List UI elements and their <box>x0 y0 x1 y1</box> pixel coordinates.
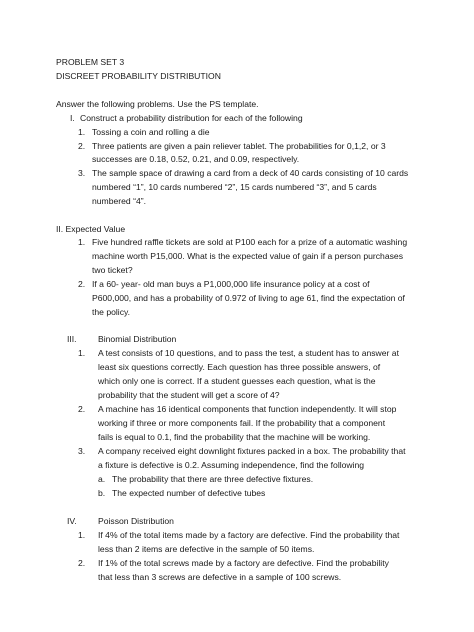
s1-item-2-number: 2. <box>78 141 86 151</box>
s4-item-2-line-2: that less than 3 screws are defective in a sample of 100 screws. <box>98 572 342 582</box>
s2-item-1-line-1: Five hundred raffle tickets are sold at P100 each for a prize of a automatic washing <box>92 237 408 247</box>
s2-item-1-number: 1. <box>78 237 86 247</box>
s1-item-3-number: 3. <box>78 168 86 178</box>
s1-item-3-line-1: The sample space of drawing a card from a deck of 40 cards consisting of 10 cards <box>92 168 409 178</box>
s1-item-3-line-2: numbered “1”, 10 cards numbered “2”, 15 cards numbered “3”, and 5 cards <box>92 182 377 192</box>
s3-item-3-number: 3. <box>78 446 86 456</box>
s3-item-1-line-4: probability that the student will get a score of 4? <box>98 390 280 400</box>
s3-item-1-line-1: A test consists of 10 questions, and to pass the test, a student has to answer at <box>98 348 399 358</box>
s3-subitem-b-letter: b. <box>98 488 106 498</box>
s2-item-1-line-3: two ticket? <box>92 265 133 275</box>
s4-item-1-number: 1. <box>78 530 86 540</box>
section-1-heading: Construct a probability distribution for each of the following <box>80 113 303 123</box>
s3-item-1-line-2: least six questions correctly. Each question has three possible answers, of <box>98 362 381 372</box>
s3-item-1-number: 1. <box>78 348 86 358</box>
section-3-number: III. <box>67 334 77 344</box>
s1-item-1-line-1: Tossing a coin and rolling a die <box>92 127 210 137</box>
instructions: Answer the following problems. Use the PS template. <box>56 99 259 109</box>
s3-item-2-line-1: A machine has 16 identical components that function independently. It will stop <box>98 404 397 414</box>
s2-item-2-line-2: P600,000, and has a probability of 0.972 of living to age 61, find the expectation of <box>92 293 405 303</box>
s1-item-3-line-3: numbered “4”. <box>92 196 146 206</box>
doc-title-line-1: PROBLEM SET 3 <box>56 57 125 67</box>
s3-subitem-b-text: The expected number of defective tubes <box>112 488 266 498</box>
section-3-heading: Binomial Distribution <box>98 334 177 344</box>
s4-item-1-line-1: If 4% of the total items made by a factory are defective. Find the probability that <box>98 530 400 540</box>
s3-item-2-number: 2. <box>78 404 86 414</box>
s3-item-3-line-2: a fixture is defective is 0.2. Assuming independence, find the following <box>98 460 365 470</box>
s1-item-1-number: 1. <box>78 127 86 137</box>
s2-item-2-line-1: If a 60- year- old man buys a P1,000,000 life insurance policy at a cost of <box>92 279 370 289</box>
section-4-heading: Poisson Distribution <box>98 516 174 526</box>
s2-item-2-number: 2. <box>78 279 86 289</box>
s4-item-1-line-2: less than 2 items are defective in the sample of 50 items. <box>98 544 315 554</box>
s4-item-2-number: 2. <box>78 558 86 568</box>
s2-item-1-line-2: machine worth P15,000. What is the expected value of gain if a person purchases <box>92 251 403 261</box>
doc-title-line-2: DISCREET PROBABILITY DISTRIBUTION <box>56 71 221 81</box>
s1-item-2-line-1: Three patients are given a pain reliever tablet. The probabilities for 0,1,2, or 3 <box>92 141 386 151</box>
s3-item-2-line-3: fails is equal to 0.1, find the probability that the machine will be working. <box>98 432 371 442</box>
s3-item-1-line-3: which only one is correct. If a student guesses each question, what is the <box>98 376 376 386</box>
s2-item-2-line-3: the policy. <box>92 307 131 317</box>
s3-subitem-a-letter: a. <box>98 474 106 484</box>
section-4-number: IV. <box>67 516 77 526</box>
s3-item-3-line-1: A company received eight downlight fixtures packed in a box. The probability that <box>98 446 406 456</box>
s4-item-2-line-1: If 1% of the total screws made by a factory are defective. Find the probability <box>98 558 389 568</box>
s1-item-2-line-2: successes are 0.18, 0.52, 0.21, and 0.09, respectively. <box>92 154 300 164</box>
s3-subitem-a-text: The probability that there are three defective fixtures. <box>112 474 314 484</box>
s3-item-2-line-2: working if three or more components fail. If the probability that a component <box>98 418 386 428</box>
section-2-heading: II. Expected Value <box>56 224 126 234</box>
section-1-number: I. <box>70 113 75 123</box>
